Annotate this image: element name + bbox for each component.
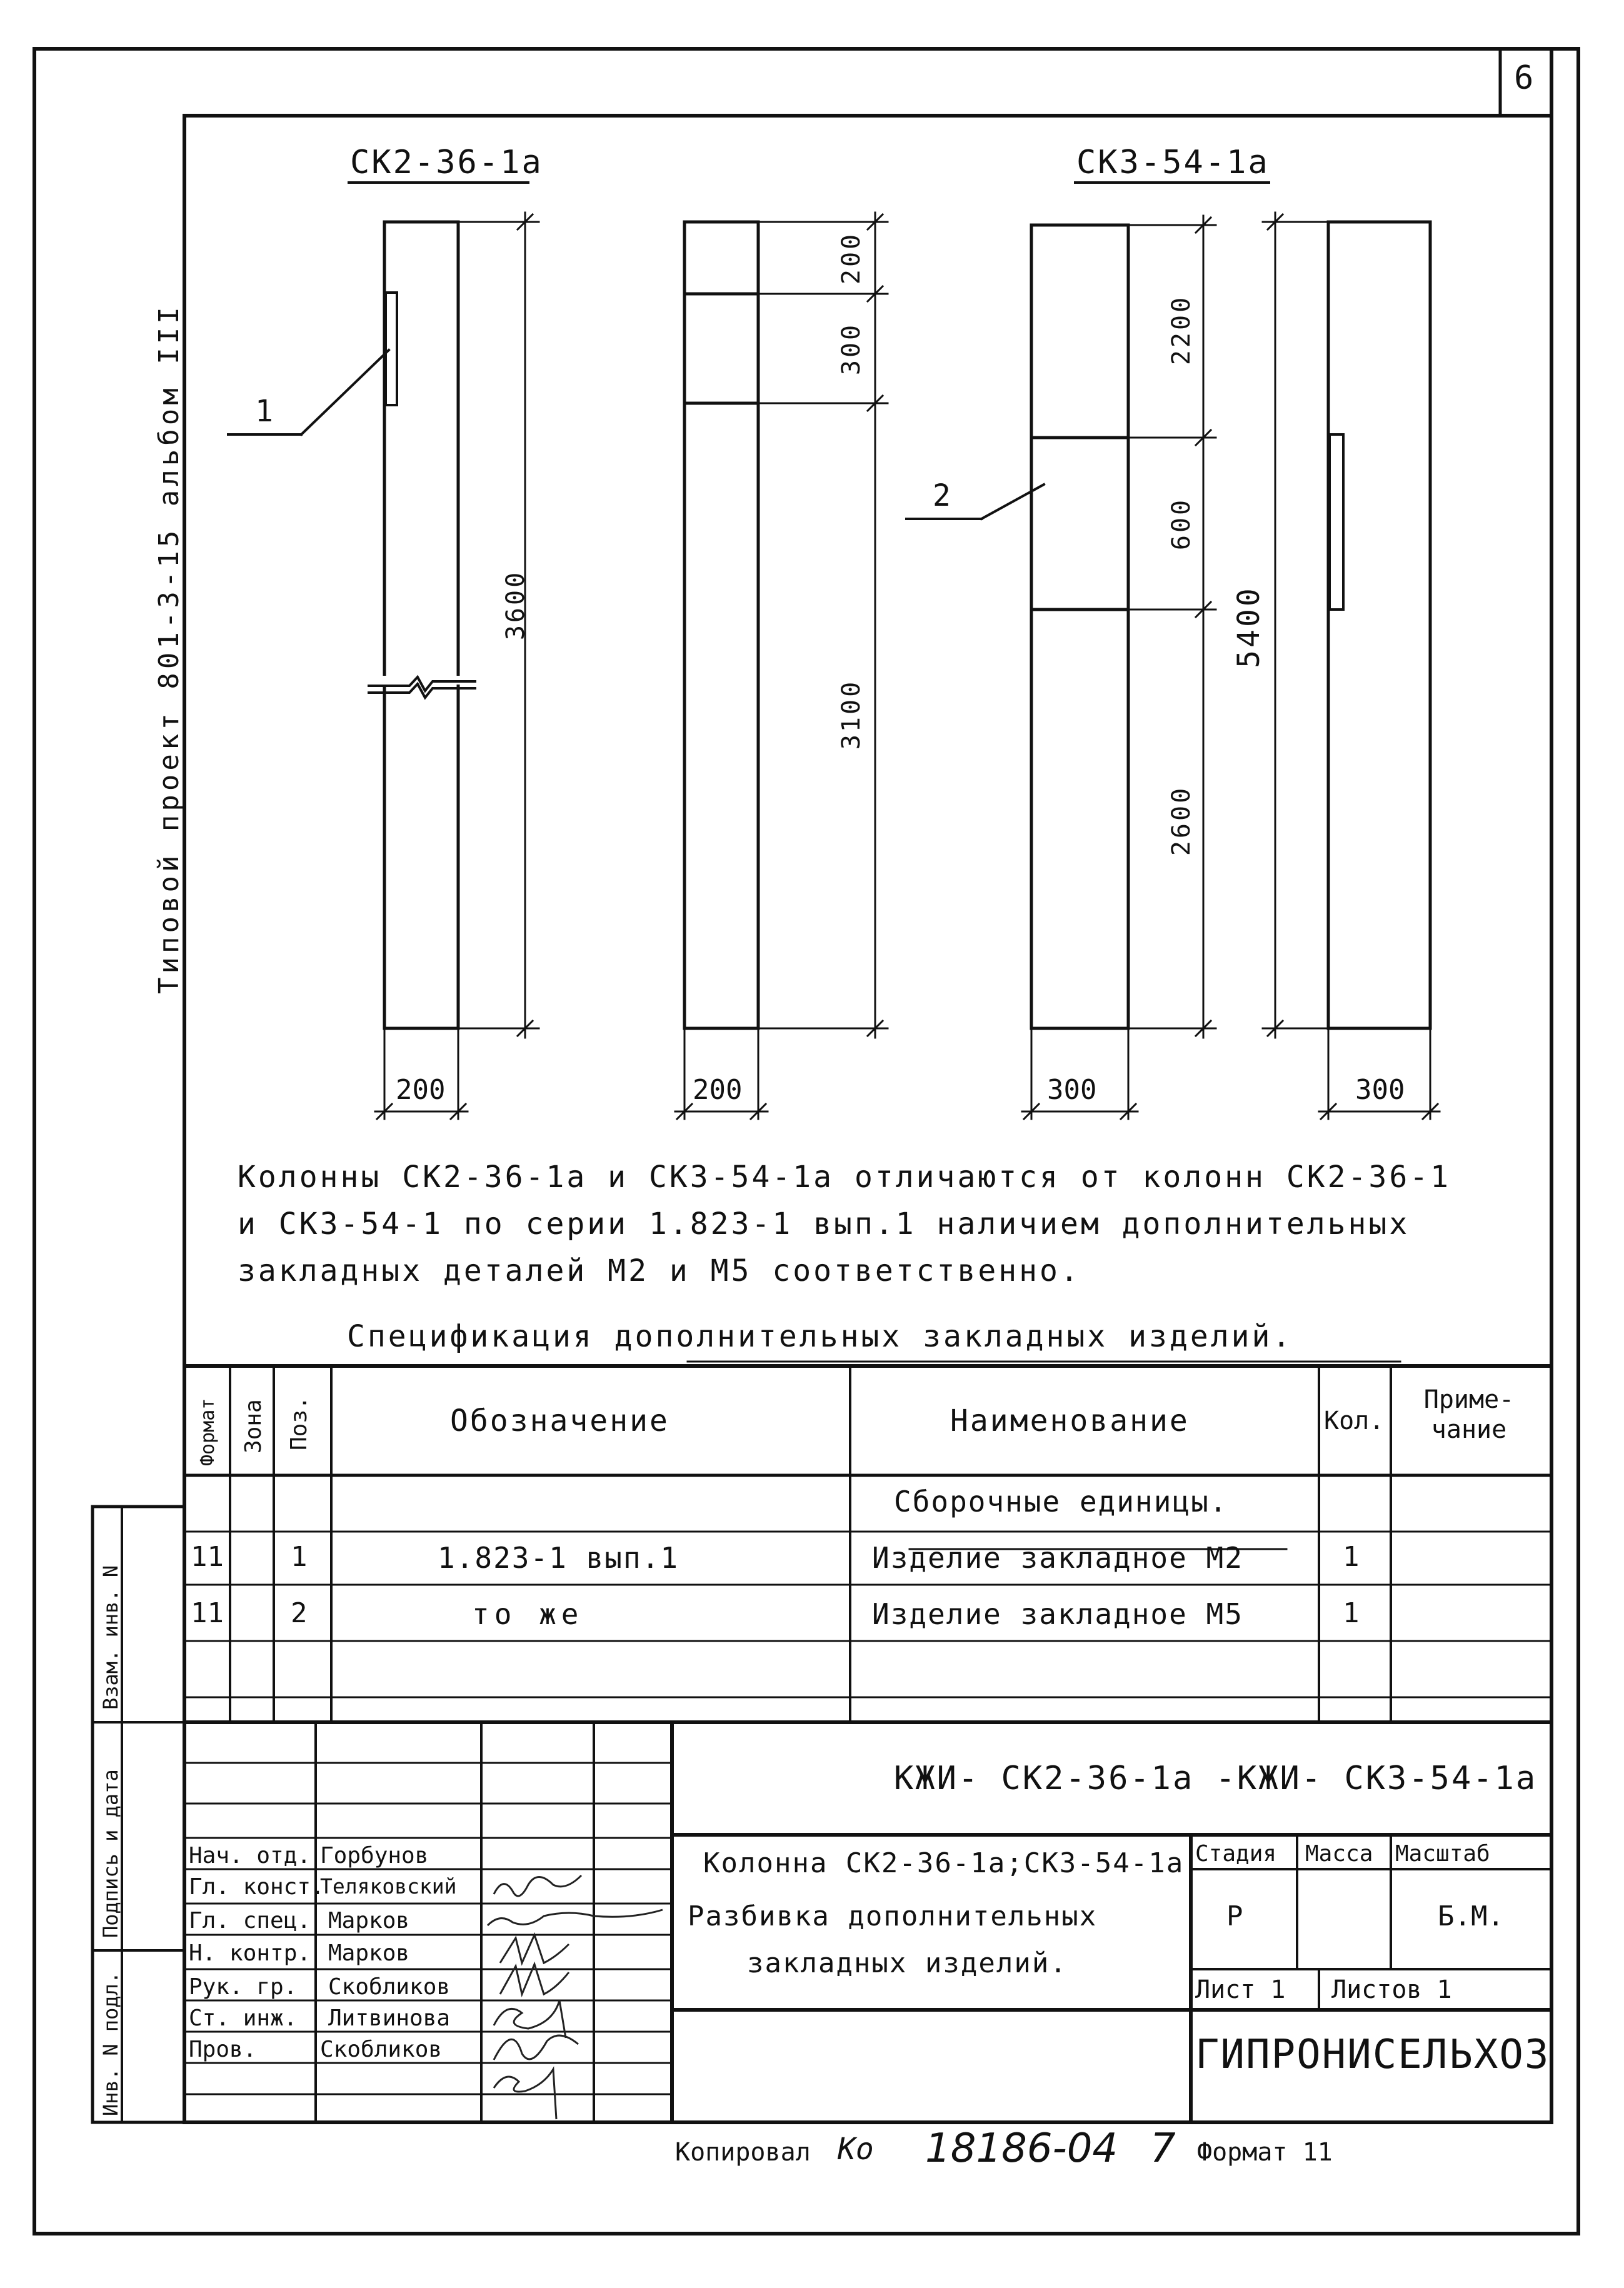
document-number: 18186-04 (925, 2125, 1118, 2172)
row-1-name: Изделие закладное М2 (872, 1541, 1243, 1575)
name-6: Скобликов (320, 2037, 443, 2062)
row-2-name: Изделие закладное М5 (872, 1597, 1243, 1631)
copied-label: Копировал (675, 2138, 811, 2167)
name-0: Горбунов (320, 1843, 429, 1869)
row-2-format: 11 (191, 1597, 224, 1629)
spec-header-format: Формат (197, 1398, 219, 1466)
spec-title: Спецификация дополнительных закладных изделий. (347, 1319, 1293, 1354)
row-2-pos: 2 (291, 1597, 308, 1629)
row-1-qty: 1 (1343, 1541, 1360, 1573)
sheets-label: Листов 1 (1331, 1975, 1452, 2004)
name-2: Марков (328, 1908, 410, 1934)
sheet-number: 6 (1514, 59, 1534, 97)
dim-2600: 2600 (1167, 785, 1196, 856)
dim-3100: 3100 (837, 679, 866, 750)
note-line-2: и СК3-54-1 по серии 1.823-1 вып.1 наличием дополнительных (238, 1207, 1410, 1242)
role-6: Пров. (189, 2037, 257, 2062)
dim-300: 300 (837, 322, 866, 376)
role-3: Н. контр. (189, 1940, 311, 1966)
role-5: Ст. инж. (189, 2005, 298, 2031)
spec-header-designation: Обозначение (450, 1403, 669, 1438)
copier-initials: Ко (838, 2132, 874, 2167)
name-4: Скобликов (328, 1974, 451, 2000)
scale-value: Б.М. (1438, 1900, 1504, 1932)
strip-vzam-inv: Взам. инв. N (99, 1565, 123, 1710)
organization-name: ГИПРОНИСЕЛЬХОЗ (1195, 2032, 1550, 2078)
spec-section-assembly: Сборочные единицы. (894, 1485, 1228, 1518)
dim-3600: 3600 (501, 569, 530, 641)
row-1-designation: 1.823-1 вып.1 (438, 1541, 679, 1575)
dim-600: 600 (1167, 497, 1196, 551)
name-1: Теляковский (320, 1874, 457, 1899)
dim-5400: 5400 (1231, 586, 1266, 668)
spec-header-note: Приме-чание (1423, 1385, 1515, 1444)
signature-litvinova (494, 2035, 578, 2060)
spec-header-pos: Поз. (286, 1396, 312, 1450)
doc-name-line-1: Колонна СК2-36-1а;СК3-54-1а (703, 1847, 1185, 1879)
document-number-suffix: 7 (1150, 2125, 1176, 2172)
signature-gorbunov (494, 1875, 581, 1896)
dim-width-200-a: 200 (396, 1074, 446, 1106)
stage-label: Стадия (1195, 1841, 1277, 1867)
note-line-3: закладных деталей М2 и М5 соответственно. (238, 1253, 1081, 1288)
role-0: Нач. отд. (189, 1843, 311, 1869)
row-2-designation: то же (472, 1597, 584, 1631)
dim-2200: 2200 (1167, 294, 1196, 366)
project-side-label: Типовой проект 801-3-15 альбом III (153, 303, 185, 994)
column-title-ck2: СК2-36-1а (350, 144, 543, 181)
format-label: Формат 11 (1197, 2138, 1333, 2167)
note-line-1: Колонны СК2-36-1а и СК3-54-1а отличаются от колонн СК2-36-1 (238, 1160, 1451, 1195)
doc-code: КЖИ- СК2-36-1а -КЖИ- СК3-54-1а (894, 1760, 1538, 1797)
name-5: Литвинова (328, 2005, 451, 2031)
role-2: Гл. спец. (189, 1908, 311, 1934)
sheet-label: Лист 1 (1195, 1975, 1286, 2004)
role-4: Рук. гр. (189, 1974, 298, 2000)
spec-header-name: Наименование (950, 1403, 1190, 1438)
strip-inv-original: Инв. N подл. (99, 1971, 123, 2116)
signature-telyakovsky (488, 1910, 663, 1925)
column-title-ck3: СК3-54-1а (1076, 144, 1270, 181)
strip-signature-date: Подпись и дата (99, 1769, 123, 1938)
mass-label: Масса (1305, 1841, 1373, 1867)
dim-width-300-b: 300 (1355, 1074, 1405, 1106)
dim-width-300-a: 300 (1047, 1074, 1097, 1106)
row-1-format: 11 (191, 1541, 224, 1573)
signature-markov-1 (500, 1935, 569, 1963)
role-1: Гл. конст. (189, 1874, 324, 1900)
callout-2: 2 (933, 478, 951, 513)
stage-value: Р (1226, 1900, 1243, 1932)
scale-label: Масштаб (1395, 1841, 1490, 1867)
name-3: Марков (328, 1940, 410, 1966)
row-2-qty: 1 (1343, 1597, 1360, 1629)
spec-header-qty: Кол. (1324, 1407, 1385, 1435)
doc-name-line-2: Разбивка дополнительных (688, 1900, 1098, 1932)
callout-1: 1 (255, 394, 273, 429)
dim-200: 200 (837, 231, 866, 285)
row-1-pos: 1 (291, 1541, 308, 1573)
dim-width-200-b: 200 (693, 1074, 743, 1106)
spec-header-zone: Зона (241, 1399, 266, 1453)
doc-name-line-3: закладных изделий. (747, 1947, 1068, 1979)
